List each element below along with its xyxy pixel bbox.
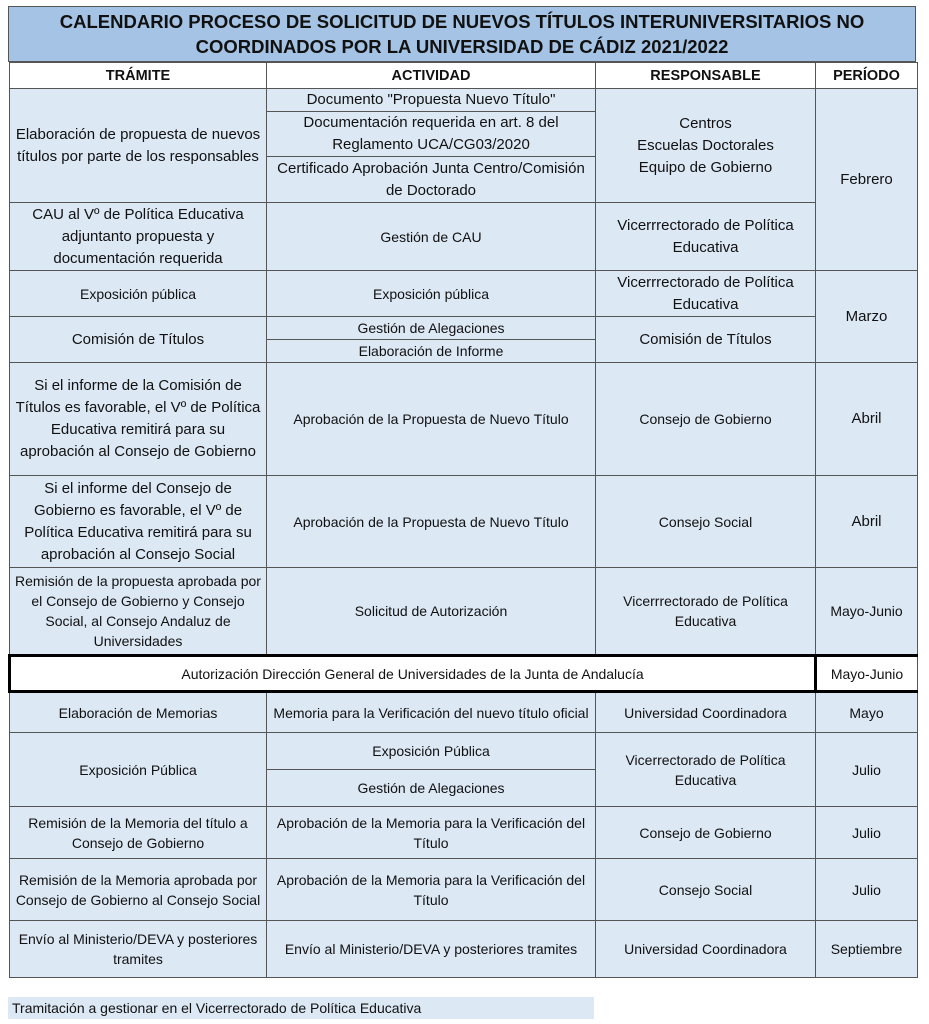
tramite-cell: Envío al Ministerio/DEVA y posteriores tramites — [10, 921, 267, 978]
page-title: CALENDARIO PROCESO DE SOLICITUD DE NUEVOS TÍTULOS INTERUNIVERSITARIOS NO COORDINADOS POR LA UNIVERSIDAD DE CÁDIZ 2021/2022 — [8, 6, 916, 62]
periodo-cell: Mayo-Junio — [816, 568, 918, 656]
periodo-cell: Julio — [816, 859, 918, 921]
actividad-cell: Exposición Pública — [267, 733, 596, 770]
tramite-cell: Exposición pública — [10, 271, 267, 317]
tramite-cell: Si el informe de la Comisión de Títulos es favorable, el Vº de Política Educativa remitirá para su aprobación al Consejo de Gobierno — [10, 363, 267, 476]
tramite-cell: Comisión de Títulos — [10, 317, 267, 363]
legend-note: Tramitación a gestionar en el Vicerrectorado de Política Educativa — [8, 997, 594, 1019]
responsable-cell: Comisión de Títulos — [596, 317, 816, 363]
header-periodo: PERÍODO — [816, 63, 918, 89]
periodo-cell: Abril — [816, 476, 918, 568]
header-responsable: RESPONSABLE — [596, 63, 816, 89]
tramite-cell: Remisión de la propuesta aprobada por el Consejo de Gobierno y Consejo Social, al Consejo Andaluz de Universidades — [10, 568, 267, 656]
actividad-cell: Documento "Propuesta Nuevo Título" — [267, 89, 596, 112]
responsable-cell: Vicerrrectorado de Política Educativa — [596, 271, 816, 317]
header-actividad: ACTIVIDAD — [267, 63, 596, 89]
authorization-cell: Autorización Dirección General de Universidades de la Junta de Andalucía — [10, 656, 816, 692]
responsable-cell: Universidad Coordinadora — [596, 921, 816, 978]
responsable-cell — [596, 89, 816, 203]
responsable-line: Equipo de Gobierno — [638, 158, 773, 176]
actividad-cell: Memoria para la Verificación del nuevo título oficial — [267, 692, 596, 733]
periodo-cell: Abril — [816, 363, 918, 476]
actividad-cell: Solicitud de Autorización — [267, 568, 596, 656]
tramite-cell: Elaboración de Memorias — [10, 692, 267, 733]
periodo-cell: Julio — [816, 807, 918, 859]
actividad-cell: Gestión de CAU — [267, 203, 596, 271]
responsable-cell: Consejo de Gobierno — [596, 807, 816, 859]
periodo-cell: Mayo-Junio — [816, 656, 918, 692]
tramite-cell: CAU al Vº de Política Educativa adjuntanto propuesta y documentación requerida — [10, 203, 267, 271]
actividad-cell: Aprobación de la Memoria para la Verificación del Título — [267, 859, 596, 921]
responsable-line: Centros — [679, 114, 732, 132]
responsable-line: Escuelas Doctorales — [637, 136, 774, 154]
periodo-cell: Julio — [816, 733, 918, 807]
periodo-cell: Marzo — [816, 271, 918, 363]
actividad-cell: Aprobación de la Propuesta de Nuevo Título — [267, 476, 596, 568]
actividad-cell: Certificado Aprobación Junta Centro/Comisión de Doctorado — [267, 157, 596, 203]
actividad-cell: Envío al Ministerio/DEVA y posteriores tramites — [267, 921, 596, 978]
actividad-cell: Aprobación de la Propuesta de Nuevo Título — [267, 363, 596, 476]
responsable-cell: Consejo Social — [596, 859, 816, 921]
actividad-cell: Aprobación de la Memoria para la Verificación del Título — [267, 807, 596, 859]
responsable-cell: Vicerrrectorado de Política Educativa — [596, 203, 816, 271]
tramite-cell: Exposición Pública — [10, 733, 267, 807]
periodo-cell: Febrero — [816, 89, 918, 271]
tramite-cell: Elaboración de propuesta de nuevos títulos por parte de los responsables — [10, 89, 267, 203]
tramite-cell: Remisión de la Memoria aprobada por Consejo de Gobierno al Consejo Social — [10, 859, 267, 921]
responsable-cell: Vicerrectorado de Política Educativa — [596, 733, 816, 807]
tramite-cell: Si el informe del Consejo de Gobierno es favorable, el Vº de Política Educativa remitirá para su aprobación al Consejo Social — [10, 476, 267, 568]
tramite-cell: Remisión de la Memoria del título a Consejo de Gobierno — [10, 807, 267, 859]
actividad-cell: Documentación requerida en art. 8 del Reglamento UCA/CG03/2020 — [267, 112, 596, 157]
periodo-cell: Septiembre — [816, 921, 918, 978]
actividad-cell: Gestión de Alegaciones — [267, 317, 596, 340]
responsable-cell: Consejo Social — [596, 476, 816, 568]
calendar-table — [8, 62, 918, 978]
responsable-cell: Universidad Coordinadora — [596, 692, 816, 733]
actividad-cell: Gestión de Alegaciones — [267, 770, 596, 807]
periodo-cell: Mayo — [816, 692, 918, 733]
header-tramite: TRÁMITE — [10, 63, 267, 89]
responsable-cell: Vicerrrectorado de Política Educativa — [596, 568, 816, 656]
actividad-cell: Exposición pública — [267, 271, 596, 317]
actividad-cell: Elaboración de Informe — [267, 340, 596, 363]
responsable-cell: Consejo de Gobierno — [596, 363, 816, 476]
